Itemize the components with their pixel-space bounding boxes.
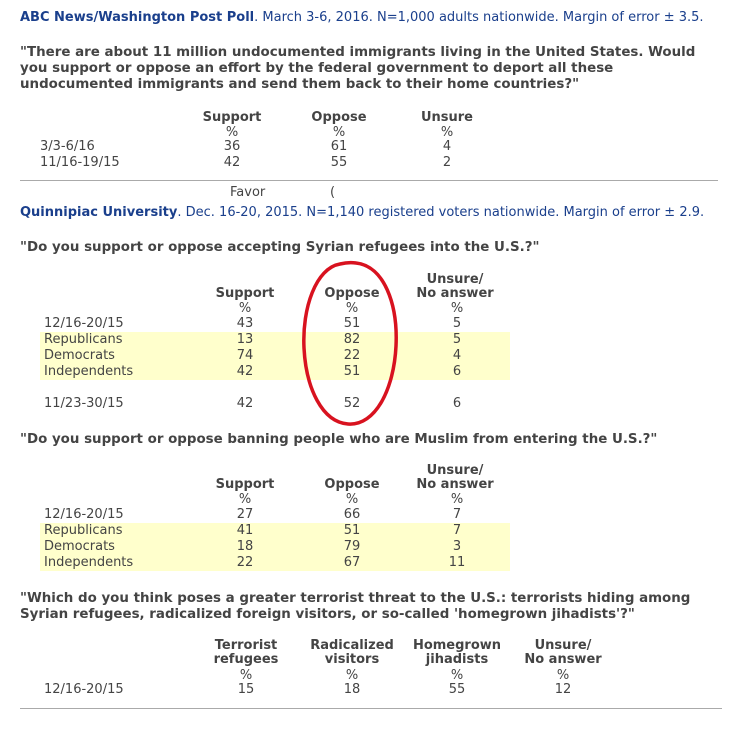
table-row-highlighted xyxy=(40,332,510,348)
table-row xyxy=(40,316,510,332)
q2-pct-support: % xyxy=(238,492,252,507)
cell-support: 36 xyxy=(223,139,241,154)
q3-header-radicalized-visitors: Radicalized visitors xyxy=(310,638,394,667)
abc-pct-oppose: % xyxy=(332,125,346,140)
q1-pct-support: % xyxy=(238,301,252,316)
q1-header-oppose: Oppose xyxy=(324,286,380,301)
q3-pct-1: % xyxy=(239,668,253,683)
section-divider-bottom xyxy=(20,708,722,709)
table-row xyxy=(20,139,490,155)
cell-support: 18 xyxy=(236,539,254,554)
abc-question: "There are about 11 million undocumented immigrants living in the United States. Would you support or oppose an effort by the federal government to deport all these undocumented immigrants and send them back to their home countries?" xyxy=(20,45,696,92)
abc-source-line xyxy=(20,10,704,25)
row-label: 11/16-19/15 xyxy=(40,155,120,170)
cell-oppose: 67 xyxy=(343,555,361,570)
abc-table xyxy=(20,139,490,171)
row-label: Independents xyxy=(44,364,134,379)
cell-unsure: 3 xyxy=(452,539,462,554)
cell-unsure: 6 xyxy=(452,396,462,411)
cell-oppose: 82 xyxy=(343,332,361,347)
table-row-highlighted xyxy=(40,555,510,571)
q2-table xyxy=(40,507,510,571)
row-label: 12/16-20/15 xyxy=(44,507,124,522)
cell-support: 74 xyxy=(236,348,254,363)
q2-pct-unsure: % xyxy=(450,492,464,507)
row-label: Republicans xyxy=(44,523,123,538)
row-label: Democrats xyxy=(44,348,115,363)
table-row-highlighted xyxy=(40,364,510,380)
quinnipiac-source-name[interactable]: Quinnipiac University xyxy=(20,205,178,220)
abc-pct-unsure: % xyxy=(440,125,454,140)
abc-header-support: Support xyxy=(202,110,262,125)
cell-unsure: 5 xyxy=(452,332,462,347)
q3-pct-2: % xyxy=(345,668,359,683)
q3-table xyxy=(40,682,640,698)
cell-oppose: 22 xyxy=(343,348,361,363)
table-row-highlighted xyxy=(40,523,510,539)
cell-terrorist-refugees: 15 xyxy=(237,682,255,697)
cell-oppose: 51 xyxy=(343,364,361,379)
cell-radicalized-visitors: 18 xyxy=(343,682,361,697)
q2-header-support: Support xyxy=(215,477,275,492)
abc-source-name[interactable]: ABC News/Washington Post Poll xyxy=(20,10,255,25)
q3-header-terrorist-refugees: Terrorist refugees xyxy=(213,638,279,667)
q2-question: "Do you support or oppose banning people who are Muslim from entering the U.S.?" xyxy=(20,432,658,447)
table-row xyxy=(40,396,510,412)
q1-table xyxy=(40,316,510,412)
cell-support: 42 xyxy=(236,396,254,411)
row-label: Independents xyxy=(44,555,134,570)
cell-oppose: 66 xyxy=(343,507,361,522)
abc-header-oppose: Oppose xyxy=(311,110,367,125)
cell-support: 22 xyxy=(236,555,254,570)
cell-support: 27 xyxy=(236,507,254,522)
q2-header-oppose: Oppose xyxy=(324,477,380,492)
fragment-left-text: Favor xyxy=(230,185,266,200)
q1-question: "Do you support or oppose accepting Syrian refugees into the U.S.?" xyxy=(20,240,540,255)
cell-unsure: 6 xyxy=(452,364,462,379)
cell-support: 42 xyxy=(223,155,241,170)
cell-homegrown-jihadists: 55 xyxy=(448,682,466,697)
cell-support: 42 xyxy=(236,364,254,379)
row-label: 12/16-20/15 xyxy=(44,682,124,697)
row-label: 3/3-6/16 xyxy=(40,139,95,154)
q1-header-unsure: Unsure/ No answer xyxy=(416,272,494,301)
q1-header-support: Support xyxy=(215,286,275,301)
abc-header-unsure: Unsure xyxy=(420,110,474,125)
cell-oppose: 52 xyxy=(343,396,361,411)
q3-pct-4: % xyxy=(556,668,570,683)
table-row xyxy=(40,682,640,698)
fragment-left xyxy=(230,185,270,202)
q2-pct-oppose: % xyxy=(345,492,359,507)
cell-unsure: 4 xyxy=(442,139,452,154)
red-circle-annotation xyxy=(296,258,406,430)
row-label: Democrats xyxy=(44,539,115,554)
cell-unsure: 11 xyxy=(448,555,466,570)
cell-unsure: 4 xyxy=(452,348,462,363)
abc-source-details: . March 3-6, 2016. N=1,000 adults nationwide. Margin of error ± 3.5. xyxy=(254,10,704,25)
cell-oppose: 51 xyxy=(343,523,361,538)
q2-header-unsure: Unsure/ No answer xyxy=(416,463,494,492)
cell-unsure: 7 xyxy=(452,523,462,538)
row-label: 11/23-30/15 xyxy=(44,396,124,411)
quinnipiac-source-details: . Dec. 16-20, 2015. N=1,140 registered voters nationwide. Margin of error ± 2.9. xyxy=(177,205,705,220)
q1-pct-unsure: % xyxy=(450,301,464,316)
table-row-highlighted xyxy=(40,348,510,364)
abc-pct-support: % xyxy=(225,125,239,140)
cell-oppose: 61 xyxy=(330,139,348,154)
quinnipiac-source-line xyxy=(20,205,704,220)
fragment-right-text: ( xyxy=(330,185,336,200)
table-row xyxy=(40,507,510,523)
row-label: Republicans xyxy=(44,332,123,347)
q3-pct-3: % xyxy=(450,668,464,683)
cell-unsure: 5 xyxy=(452,316,462,331)
cell-support: 41 xyxy=(236,523,254,538)
section-divider xyxy=(20,180,718,181)
cell-support: 43 xyxy=(236,316,254,331)
fragment-right xyxy=(330,185,350,202)
q3-question: "Which do you think poses a greater terrorist threat to the U.S.: terrorists hiding among Syrian refugees, radicalized foreign visitors, or so-called 'homegrown jihadists'?" xyxy=(20,591,691,622)
q3-header-unsure: Unsure/ No answer xyxy=(524,638,602,667)
circle-stroke xyxy=(304,263,396,424)
table-row xyxy=(20,155,490,171)
cell-unsure: 2 xyxy=(442,155,452,170)
cell-support: 13 xyxy=(236,332,254,347)
cell-unsure: 7 xyxy=(452,507,462,522)
q1-pct-oppose: % xyxy=(345,301,359,316)
table-row-highlighted xyxy=(40,539,510,555)
cell-oppose: 55 xyxy=(330,155,348,170)
cell-unsure: 12 xyxy=(554,682,572,697)
row-label: 12/16-20/15 xyxy=(44,316,124,331)
cell-oppose: 51 xyxy=(343,316,361,331)
q3-header-homegrown-jihadists: Homegrown jihadists xyxy=(412,638,502,667)
cell-oppose: 79 xyxy=(343,539,361,554)
